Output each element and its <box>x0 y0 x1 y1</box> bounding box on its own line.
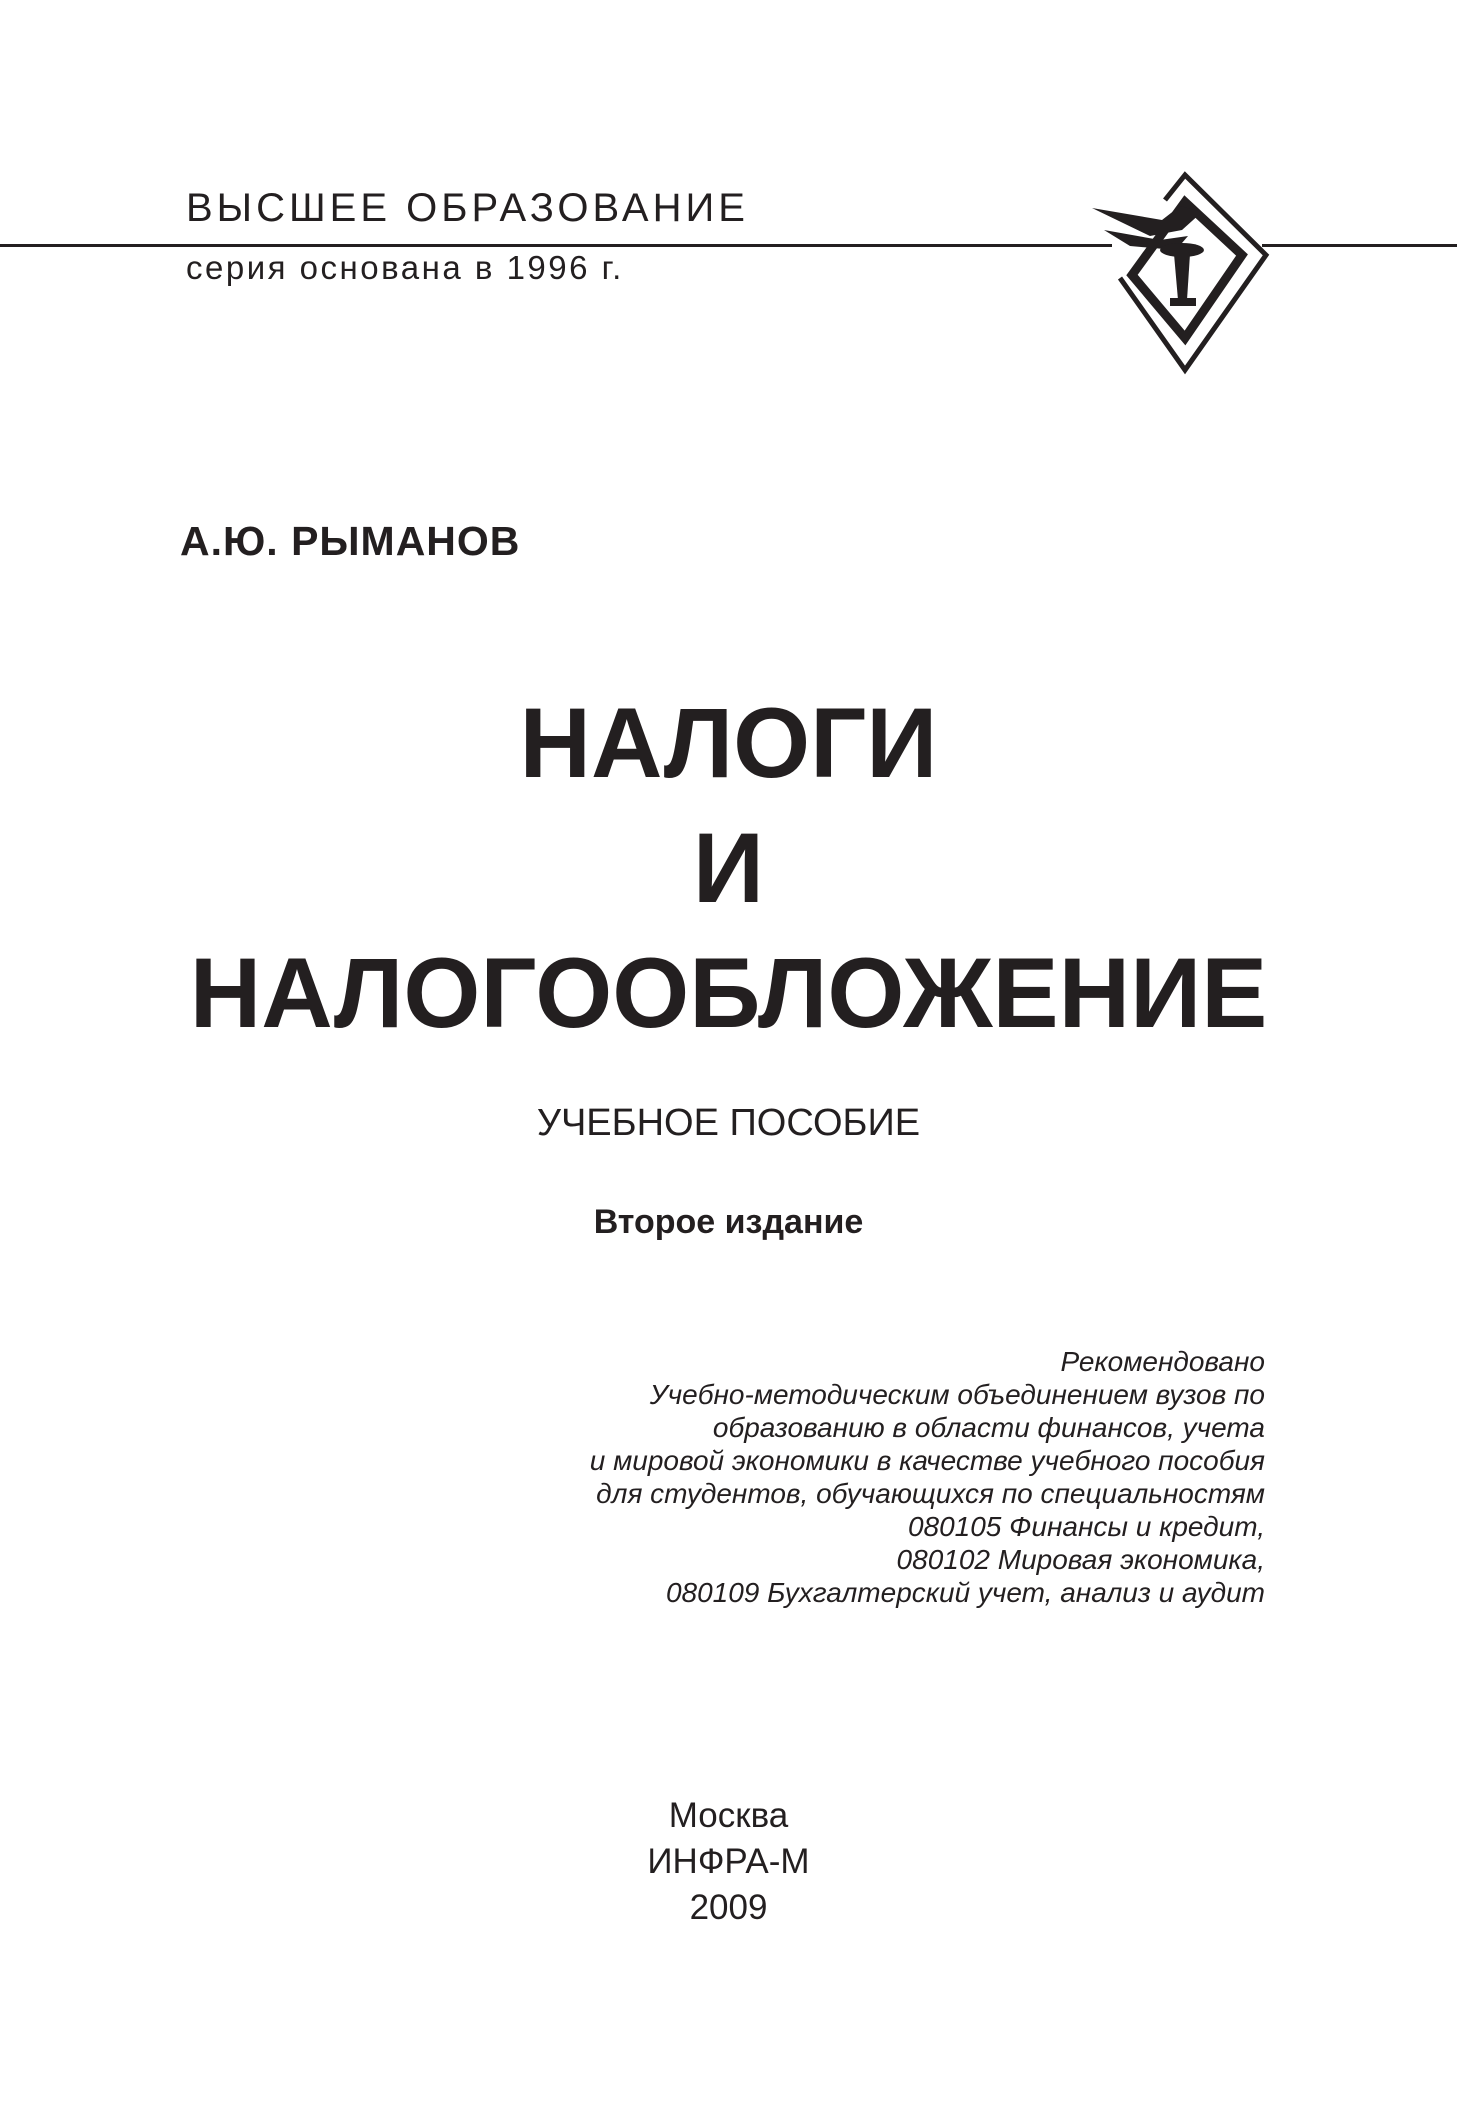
recommendation-line: и мировой экономики в качестве учебного пособия <box>589 1445 1265 1476</box>
recommendation-block <box>590 1345 1265 1609</box>
series-subtitle: серия основана в 1996 г. <box>186 249 624 286</box>
torch-triangle-icon <box>1090 170 1275 375</box>
title-line: НАЛОГИ <box>519 687 938 798</box>
recommendation-line: образованию в области финансов, учета <box>712 1412 1265 1443</box>
book-title <box>0 680 1457 1055</box>
edition-label: Второе издание <box>593 1203 864 1241</box>
imprint-block <box>0 1793 1457 1931</box>
book-subtitle: УЧЕБНОЕ ПОСОБИЕ <box>536 1102 921 1144</box>
author-name: А.Ю. РЫМАНОВ <box>180 518 521 564</box>
series-title: ВЫСШЕЕ ОБРАЗОВАНИЕ <box>186 186 749 230</box>
recommendation-line: 080109 Бухгалтерский учет, анализ и аудит <box>665 1577 1265 1608</box>
imprint-city: Москва <box>668 1796 789 1835</box>
header-rule-right <box>1262 244 1457 247</box>
recommendation-line: для студентов, обучающихся по специальностям <box>596 1478 1265 1509</box>
title-line: НАЛОГООБЛОЖЕНИЕ <box>189 937 1268 1048</box>
imprint-year: 2009 <box>689 1888 768 1927</box>
recommendation-line: 080102 Мировая экономика, <box>896 1544 1265 1575</box>
title-line: И <box>692 812 765 923</box>
recommendation-line: Рекомендовано <box>1060 1346 1265 1377</box>
header-rule-left <box>0 244 1112 247</box>
imprint-publisher: ИНФРА-М <box>647 1842 810 1881</box>
recommendation-line: 080105 Финансы и кредит, <box>907 1511 1265 1542</box>
recommendation-line: Учебно-методическим объединением вузов по <box>649 1379 1265 1410</box>
